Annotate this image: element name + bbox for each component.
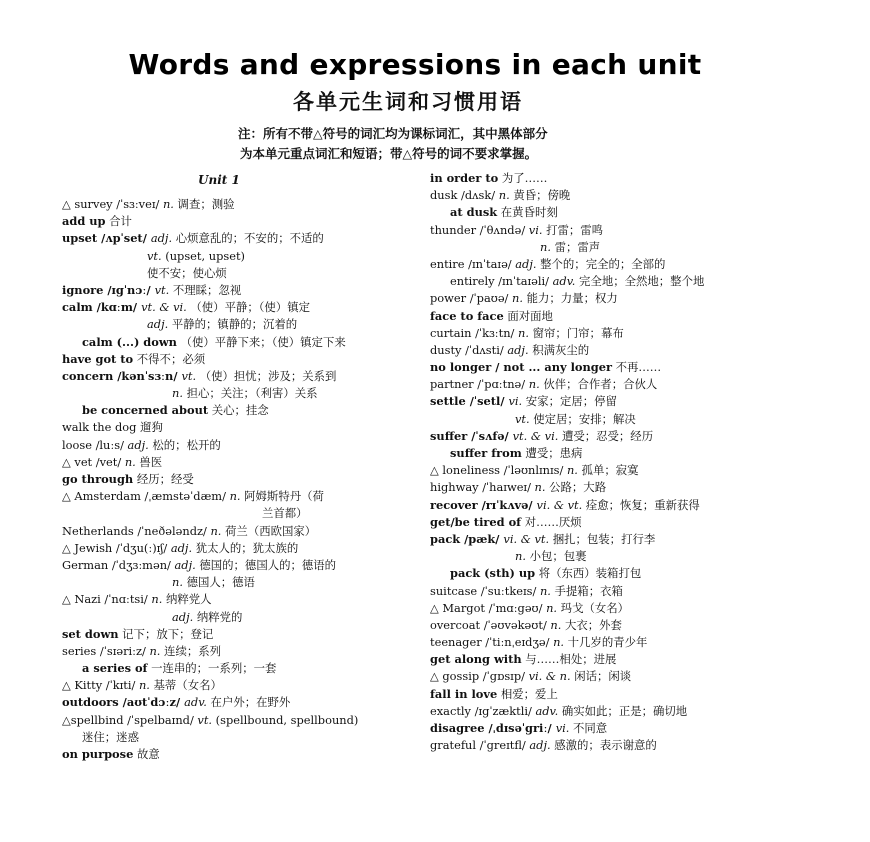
entry-meaning: 面对面地 xyxy=(503,308,553,323)
entry-part-of-speech: vi. & n. xyxy=(528,669,571,684)
vocab-entry xyxy=(62,694,417,711)
vocab-entry xyxy=(62,505,417,522)
note-block xyxy=(238,124,548,164)
entry-headword: pack (sth) up xyxy=(450,566,536,581)
entry-headword: thunder /ˈθʌndə/ xyxy=(430,222,529,237)
entry-meaning: 完全地；全然地；整个地 xyxy=(575,274,705,289)
vocab-entry xyxy=(430,187,785,204)
left-column xyxy=(62,170,417,763)
entry-headword: on purpose xyxy=(62,747,134,761)
entry-headword: △ vet /vet/ xyxy=(62,454,125,469)
entry-meaning: 连续；系列 xyxy=(160,643,222,658)
vocab-entry xyxy=(62,609,417,626)
entry-meaning: （使）担忧；涉及；关系到 xyxy=(196,368,337,383)
entry-headword: settle /ˈsetl/ xyxy=(430,394,509,409)
entry-meaning: 平静的；镇静的；沉着的 xyxy=(168,317,298,332)
entry-meaning: 公路；大路 xyxy=(545,480,607,495)
vocab-entry xyxy=(430,686,785,703)
vocab-entry xyxy=(430,290,785,307)
entry-meaning: (upset, upset) xyxy=(161,248,245,263)
vocab-entry xyxy=(62,437,417,454)
entry-headword: power /ˈpaʊə/ xyxy=(430,291,513,306)
entry-meaning: 不同意 xyxy=(569,721,608,735)
entry-headword: entirely /ɪnˈtaɪəli/ xyxy=(450,274,553,289)
entry-meaning: 大衣；外套 xyxy=(561,617,622,632)
entry-headword: 使不安；使心烦 xyxy=(147,265,227,280)
entry-headword: get along with xyxy=(430,652,522,667)
entry-meaning: 对……厌烦 xyxy=(521,514,582,529)
entry-part-of-speech: adj. xyxy=(507,342,529,357)
entry-part-of-speech: vi. xyxy=(555,721,570,735)
entry-part-of-speech: adj. xyxy=(172,609,194,624)
vocab-entry xyxy=(62,213,417,230)
entry-part-of-speech: vi. & vt. xyxy=(536,497,583,512)
vocab-entry xyxy=(430,720,785,737)
entry-headword: series /ˈsɪəriːz/ xyxy=(62,643,150,658)
vocab-entry xyxy=(62,282,417,299)
entry-headword: fall in love xyxy=(430,686,498,701)
entry-headword: △ Margot /ˈmɑːgəʊ/ xyxy=(430,600,547,615)
entry-part-of-speech: n. xyxy=(546,600,558,615)
entry-part-of-speech: n. xyxy=(534,480,546,495)
entry-meaning: 记下；放下；登记 xyxy=(118,626,214,641)
vocab-entry xyxy=(62,677,417,694)
vocab-entry xyxy=(62,729,417,746)
vocab-entry xyxy=(430,239,785,256)
entry-part-of-speech: vt. xyxy=(515,411,530,426)
entry-meaning: 闲话；闲谈 xyxy=(570,669,632,684)
entry-meaning: 经历；经受 xyxy=(133,472,194,486)
vocab-entry xyxy=(430,497,785,514)
vocab-entry xyxy=(62,488,417,505)
entry-headword: △spellbind /ˈspelbaɪnd/ xyxy=(62,712,198,727)
entry-headword: face to face xyxy=(430,308,504,323)
entry-meaning: 遭受；患病 xyxy=(521,446,583,460)
entry-part-of-speech: adv. xyxy=(184,695,207,710)
entry-part-of-speech: adv. xyxy=(552,274,576,289)
entry-part-of-speech: n. xyxy=(515,549,526,564)
vocab-entry xyxy=(430,583,785,600)
entry-meaning: 关心；挂念 xyxy=(208,403,269,418)
entry-meaning: 纳粹党人 xyxy=(162,592,212,607)
vocab-entry xyxy=(430,393,785,410)
entry-headword: teenager /ˈtiːnˌeɪdʒə/ xyxy=(430,635,554,650)
vocab-entry xyxy=(62,334,417,351)
entry-headword: △ gossip /ˈgɒsɪp/ xyxy=(430,669,529,684)
entry-meaning: 故意 xyxy=(133,747,160,761)
entry-headword: be concerned about xyxy=(82,403,209,418)
vocab-entry xyxy=(62,574,417,591)
entry-meaning: 为了…… xyxy=(498,171,548,185)
entry-meaning: 调查；测验 xyxy=(173,197,235,211)
entry-part-of-speech: n. xyxy=(124,454,136,469)
entry-part-of-speech: n. xyxy=(553,635,565,650)
entry-meaning: 担心；关注；（利害）关系 xyxy=(182,386,318,401)
entry-headword: suffer from xyxy=(450,446,522,460)
entry-headword: calm (...) down xyxy=(82,334,177,349)
entry-headword: pack /pæk/ xyxy=(430,531,504,546)
page-title: Words and expressions in each unit xyxy=(128,48,702,81)
entry-meaning: 在户外；在野外 xyxy=(206,695,291,710)
entry-part-of-speech: vt. & vi. xyxy=(141,300,187,315)
vocab-entry xyxy=(62,591,417,608)
vocab-entry xyxy=(430,256,785,273)
entry-headword: dusk /dʌsk/ xyxy=(430,188,499,203)
entry-part-of-speech: n. xyxy=(151,592,163,607)
entry-headword: partner /ˈpɑːtnə/ xyxy=(430,377,529,392)
entry-part-of-speech: vt. & vi. xyxy=(512,428,559,443)
entry-headword: concern /kənˈsɜːn/ xyxy=(62,368,182,383)
entry-meaning: 整个的；完全的；全部的 xyxy=(536,256,666,271)
entry-headword: get/be tired of xyxy=(430,514,522,529)
entry-headword: walk the dog xyxy=(62,420,137,435)
entry-part-of-speech: adj. xyxy=(150,231,173,246)
entry-headword: go through xyxy=(62,472,134,486)
left-entry-list xyxy=(62,196,417,763)
vocab-entry xyxy=(430,411,785,428)
vocab-entry xyxy=(430,514,785,531)
vocab-entry xyxy=(430,428,785,445)
entry-headword: disagree /ˌdɪsəˈgriː/ xyxy=(430,721,556,735)
entry-headword: recover /rɪˈkʌvə/ xyxy=(430,497,537,512)
entry-headword: German /ˈdʒɜːmən/ xyxy=(62,557,175,572)
vocab-entry xyxy=(62,351,417,368)
entry-meaning: 不理睬；忽视 xyxy=(169,282,242,297)
entry-meaning: 与……相处；进展 xyxy=(521,652,617,667)
vocab-entry xyxy=(430,651,785,668)
vocab-entry xyxy=(62,626,417,643)
entry-headword: Netherlands /ˈneðələndz/ xyxy=(62,523,211,538)
entry-meaning: 伙伴；合作者；合伙人 xyxy=(539,377,658,392)
entry-part-of-speech: vt. xyxy=(147,248,162,263)
vocab-entry xyxy=(62,265,417,282)
vocab-entry xyxy=(430,634,785,651)
vocab-entry xyxy=(62,299,417,316)
entry-meaning: 捆扎；包装；打行李 xyxy=(549,531,656,546)
entry-meaning: 玛戈（女名） xyxy=(557,600,630,615)
entry-part-of-speech: vi. xyxy=(528,222,543,237)
entry-headword: 兰首都） xyxy=(262,506,308,521)
entry-headword: set down xyxy=(62,626,119,641)
vocab-entry xyxy=(62,454,417,471)
entry-part-of-speech: vt. xyxy=(181,368,197,383)
entry-headword: △ loneliness /ˈləʊnlɪnɪs/ xyxy=(430,463,567,478)
entry-meaning: 基蒂（女名） xyxy=(149,678,222,693)
entry-meaning: 小包；包裹 xyxy=(525,549,587,564)
entry-meaning: 相爱；爱上 xyxy=(497,686,558,701)
page-subtitle: 各单元生词和习惯用语 xyxy=(293,90,523,114)
entry-meaning: 德国的；德国人的；德语的 xyxy=(195,557,337,572)
vocab-entry xyxy=(430,204,785,221)
entry-meaning: 窗帘；门帘；幕布 xyxy=(528,325,624,340)
entry-headword: suitcase /ˈsuːtkeɪs/ xyxy=(430,583,540,598)
entry-meaning: 雷；雷声 xyxy=(550,239,601,254)
entry-headword: in order to xyxy=(430,171,499,185)
entry-meaning: 阿姆斯特丹（荷 xyxy=(240,489,324,504)
entry-part-of-speech: n. xyxy=(172,575,183,590)
vocab-entry xyxy=(62,230,417,247)
entry-part-of-speech: n. xyxy=(566,463,578,478)
entry-headword: upset /ʌpˈset/ xyxy=(62,231,151,246)
entry-headword: exactly /ɪgˈzæktli/ xyxy=(430,703,536,718)
entry-meaning: 不再…… xyxy=(612,360,662,375)
entry-headword: highway /ˈhaɪweɪ/ xyxy=(430,480,535,495)
entry-part-of-speech: n. xyxy=(149,643,161,658)
vocab-entry xyxy=(430,565,785,582)
entry-meaning: 合计 xyxy=(105,214,132,229)
entry-part-of-speech: n. xyxy=(540,239,551,254)
entry-part-of-speech: adj. xyxy=(170,540,193,555)
entry-meaning: 松的；松开的 xyxy=(148,437,221,452)
vocab-entry xyxy=(430,445,785,462)
entry-meaning: 确实如此；正是；确切地 xyxy=(558,703,688,718)
entry-part-of-speech: n. xyxy=(550,617,562,632)
vocab-entry xyxy=(62,316,417,333)
vocab-entry xyxy=(430,617,785,634)
entry-part-of-speech: n. xyxy=(539,583,551,598)
entry-part-of-speech: n. xyxy=(172,386,183,401)
entry-headword: curtain /ˈkɜːtn/ xyxy=(430,325,519,340)
entry-meaning: 痊愈；恢复；重新获得 xyxy=(582,497,700,512)
entry-headword: loose /luːs/ xyxy=(62,437,128,452)
vocab-entry xyxy=(62,368,417,385)
entry-meaning: 遛狗 xyxy=(136,420,163,435)
entry-meaning: 在黄昏时刻 xyxy=(497,205,558,220)
entry-headword: entire /ɪnˈtaɪə/ xyxy=(430,256,516,271)
vocab-entry xyxy=(430,170,785,187)
entry-meaning: （使）平静；（使）镇定 xyxy=(186,300,310,315)
entry-headword: △ Jewish /ˈdʒu(ː)ɪʃ/ xyxy=(62,540,171,555)
entry-headword: △ Amsterdam /ˌæmstəˈdæm/ xyxy=(62,489,230,504)
vocab-entry xyxy=(62,712,417,729)
entry-headword: calm /kɑːm/ xyxy=(62,300,142,315)
entry-meaning: 十几岁的青少年 xyxy=(564,635,648,650)
vocab-entry xyxy=(62,643,417,660)
entry-meaning: 兽医 xyxy=(135,454,163,469)
entry-meaning: 使定居；安排；解决 xyxy=(529,411,636,426)
entry-headword: at dusk xyxy=(450,205,498,220)
entry-part-of-speech: adv. xyxy=(535,703,559,718)
right-entry-list xyxy=(430,170,785,754)
entry-meaning: 孤单；寂寞 xyxy=(577,463,639,478)
vocab-entry xyxy=(430,668,785,685)
entry-headword: suffer /ˈsʌfə/ xyxy=(430,428,513,443)
entry-headword: dusty /ˈdʌsti/ xyxy=(430,342,508,357)
entry-part-of-speech: vi. xyxy=(508,394,523,409)
entry-part-of-speech: adj. xyxy=(515,256,537,271)
vocab-entry xyxy=(62,660,417,677)
entry-meaning: 打雷；雷鸣 xyxy=(542,222,604,237)
vocab-entry xyxy=(62,385,417,402)
vocab-entry xyxy=(430,273,785,290)
vocab-entry xyxy=(62,196,417,213)
vocab-entry xyxy=(62,540,417,557)
entry-part-of-speech: adj. xyxy=(529,738,551,753)
vocab-entry xyxy=(430,308,785,325)
entry-meaning: 能力；力量；权力 xyxy=(523,291,618,306)
entry-meaning: 犹太人的；犹太族的 xyxy=(192,540,299,555)
entry-headword: ignore /ɪgˈnɔː/ xyxy=(62,282,155,297)
vocab-entry xyxy=(430,376,785,393)
entry-part-of-speech: adj. xyxy=(147,317,169,332)
vocab-entry xyxy=(430,737,785,754)
vocab-entry xyxy=(430,479,785,496)
vocab-entry xyxy=(430,359,785,376)
vocab-entry xyxy=(62,746,417,763)
entry-headword: add up xyxy=(62,214,106,229)
entry-meaning: 积满灰尘的 xyxy=(528,342,590,357)
entry-headword: outdoors /aʊtˈdɔːz/ xyxy=(62,695,185,710)
entry-headword: △ Kitty /ˈkɪti/ xyxy=(62,678,139,693)
entry-headword: no longer / not ... any longer xyxy=(430,360,612,375)
vocab-entry xyxy=(62,402,417,419)
unit-heading: Unit 1 xyxy=(198,173,240,187)
entry-part-of-speech: adj. xyxy=(174,557,196,572)
entry-headword: △ survey /ˈsɜːveɪ/ xyxy=(62,197,163,211)
entry-meaning: 感激的；表示谢意的 xyxy=(550,738,657,753)
vocab-entry xyxy=(62,419,417,436)
vocab-entry xyxy=(430,462,785,479)
entry-meaning: 安家；定居；停留 xyxy=(522,394,617,409)
vocab-entry xyxy=(430,600,785,617)
entry-headword: grateful /ˈgreɪtfl/ xyxy=(430,738,530,753)
vocab-entry xyxy=(62,471,417,488)
entry-meaning: 一连串的；一系列；一套 xyxy=(147,661,277,676)
entry-part-of-speech: n. xyxy=(229,489,241,504)
entry-meaning: 德国人；德语 xyxy=(182,575,255,590)
entry-part-of-speech: n. xyxy=(162,197,174,211)
entry-headword: overcoat /ˈəʊvəkəʊt/ xyxy=(430,617,551,632)
entry-meaning: 不得不；必须 xyxy=(133,351,206,366)
entry-part-of-speech: n. xyxy=(498,188,510,203)
entry-part-of-speech: vt. xyxy=(197,712,213,727)
entry-meaning: 将（东西）装箱打包 xyxy=(535,566,642,581)
entry-meaning: 心烦意乱的；不安的；不适的 xyxy=(172,231,324,246)
entry-meaning: 遭受；忍受；经历 xyxy=(558,428,654,443)
entry-meaning: （使）平静下来；（使）镇定下来 xyxy=(176,334,346,349)
vocab-entry xyxy=(62,557,417,574)
vocab-entry xyxy=(62,248,417,265)
entry-part-of-speech: n. xyxy=(210,523,222,538)
entry-headword: 迷住；迷惑 xyxy=(82,729,139,744)
note-line-1: 注：所有不带△符号的词汇均为课标词汇，其中黑体部分 xyxy=(238,126,548,141)
vocab-entry xyxy=(430,548,785,565)
entry-part-of-speech: n. xyxy=(138,678,150,693)
entry-meaning: 荷兰（西欧国家） xyxy=(221,523,317,538)
entry-meaning: 黄昏；傍晚 xyxy=(509,188,571,203)
entry-meaning: 手提箱；衣箱 xyxy=(550,583,623,598)
entry-part-of-speech: n. xyxy=(518,325,529,340)
vocab-entry xyxy=(430,703,785,720)
entry-part-of-speech: adj. xyxy=(127,437,149,452)
entry-headword: have got to xyxy=(62,351,134,366)
entry-part-of-speech: n. xyxy=(512,291,523,306)
entry-headword: △ Nazi /ˈnɑːtsi/ xyxy=(62,592,152,607)
note-line-2: 为本单元重点词汇和短语；带△符号的词不要求掌握。 xyxy=(240,146,538,161)
entry-headword: a series of xyxy=(82,661,148,676)
entry-part-of-speech: vi. & vt. xyxy=(503,531,550,546)
vocab-entry xyxy=(430,342,785,359)
entry-part-of-speech: n. xyxy=(528,377,540,392)
vocab-entry xyxy=(430,531,785,548)
right-column xyxy=(430,170,785,754)
entry-meaning: (spellbound, spellbound) xyxy=(212,712,359,727)
vocab-entry xyxy=(430,325,785,342)
entry-part-of-speech: vt. xyxy=(154,282,170,297)
entry-meaning: 纳粹党的 xyxy=(193,609,243,624)
vocab-entry xyxy=(430,222,785,239)
vocab-entry xyxy=(62,523,417,540)
